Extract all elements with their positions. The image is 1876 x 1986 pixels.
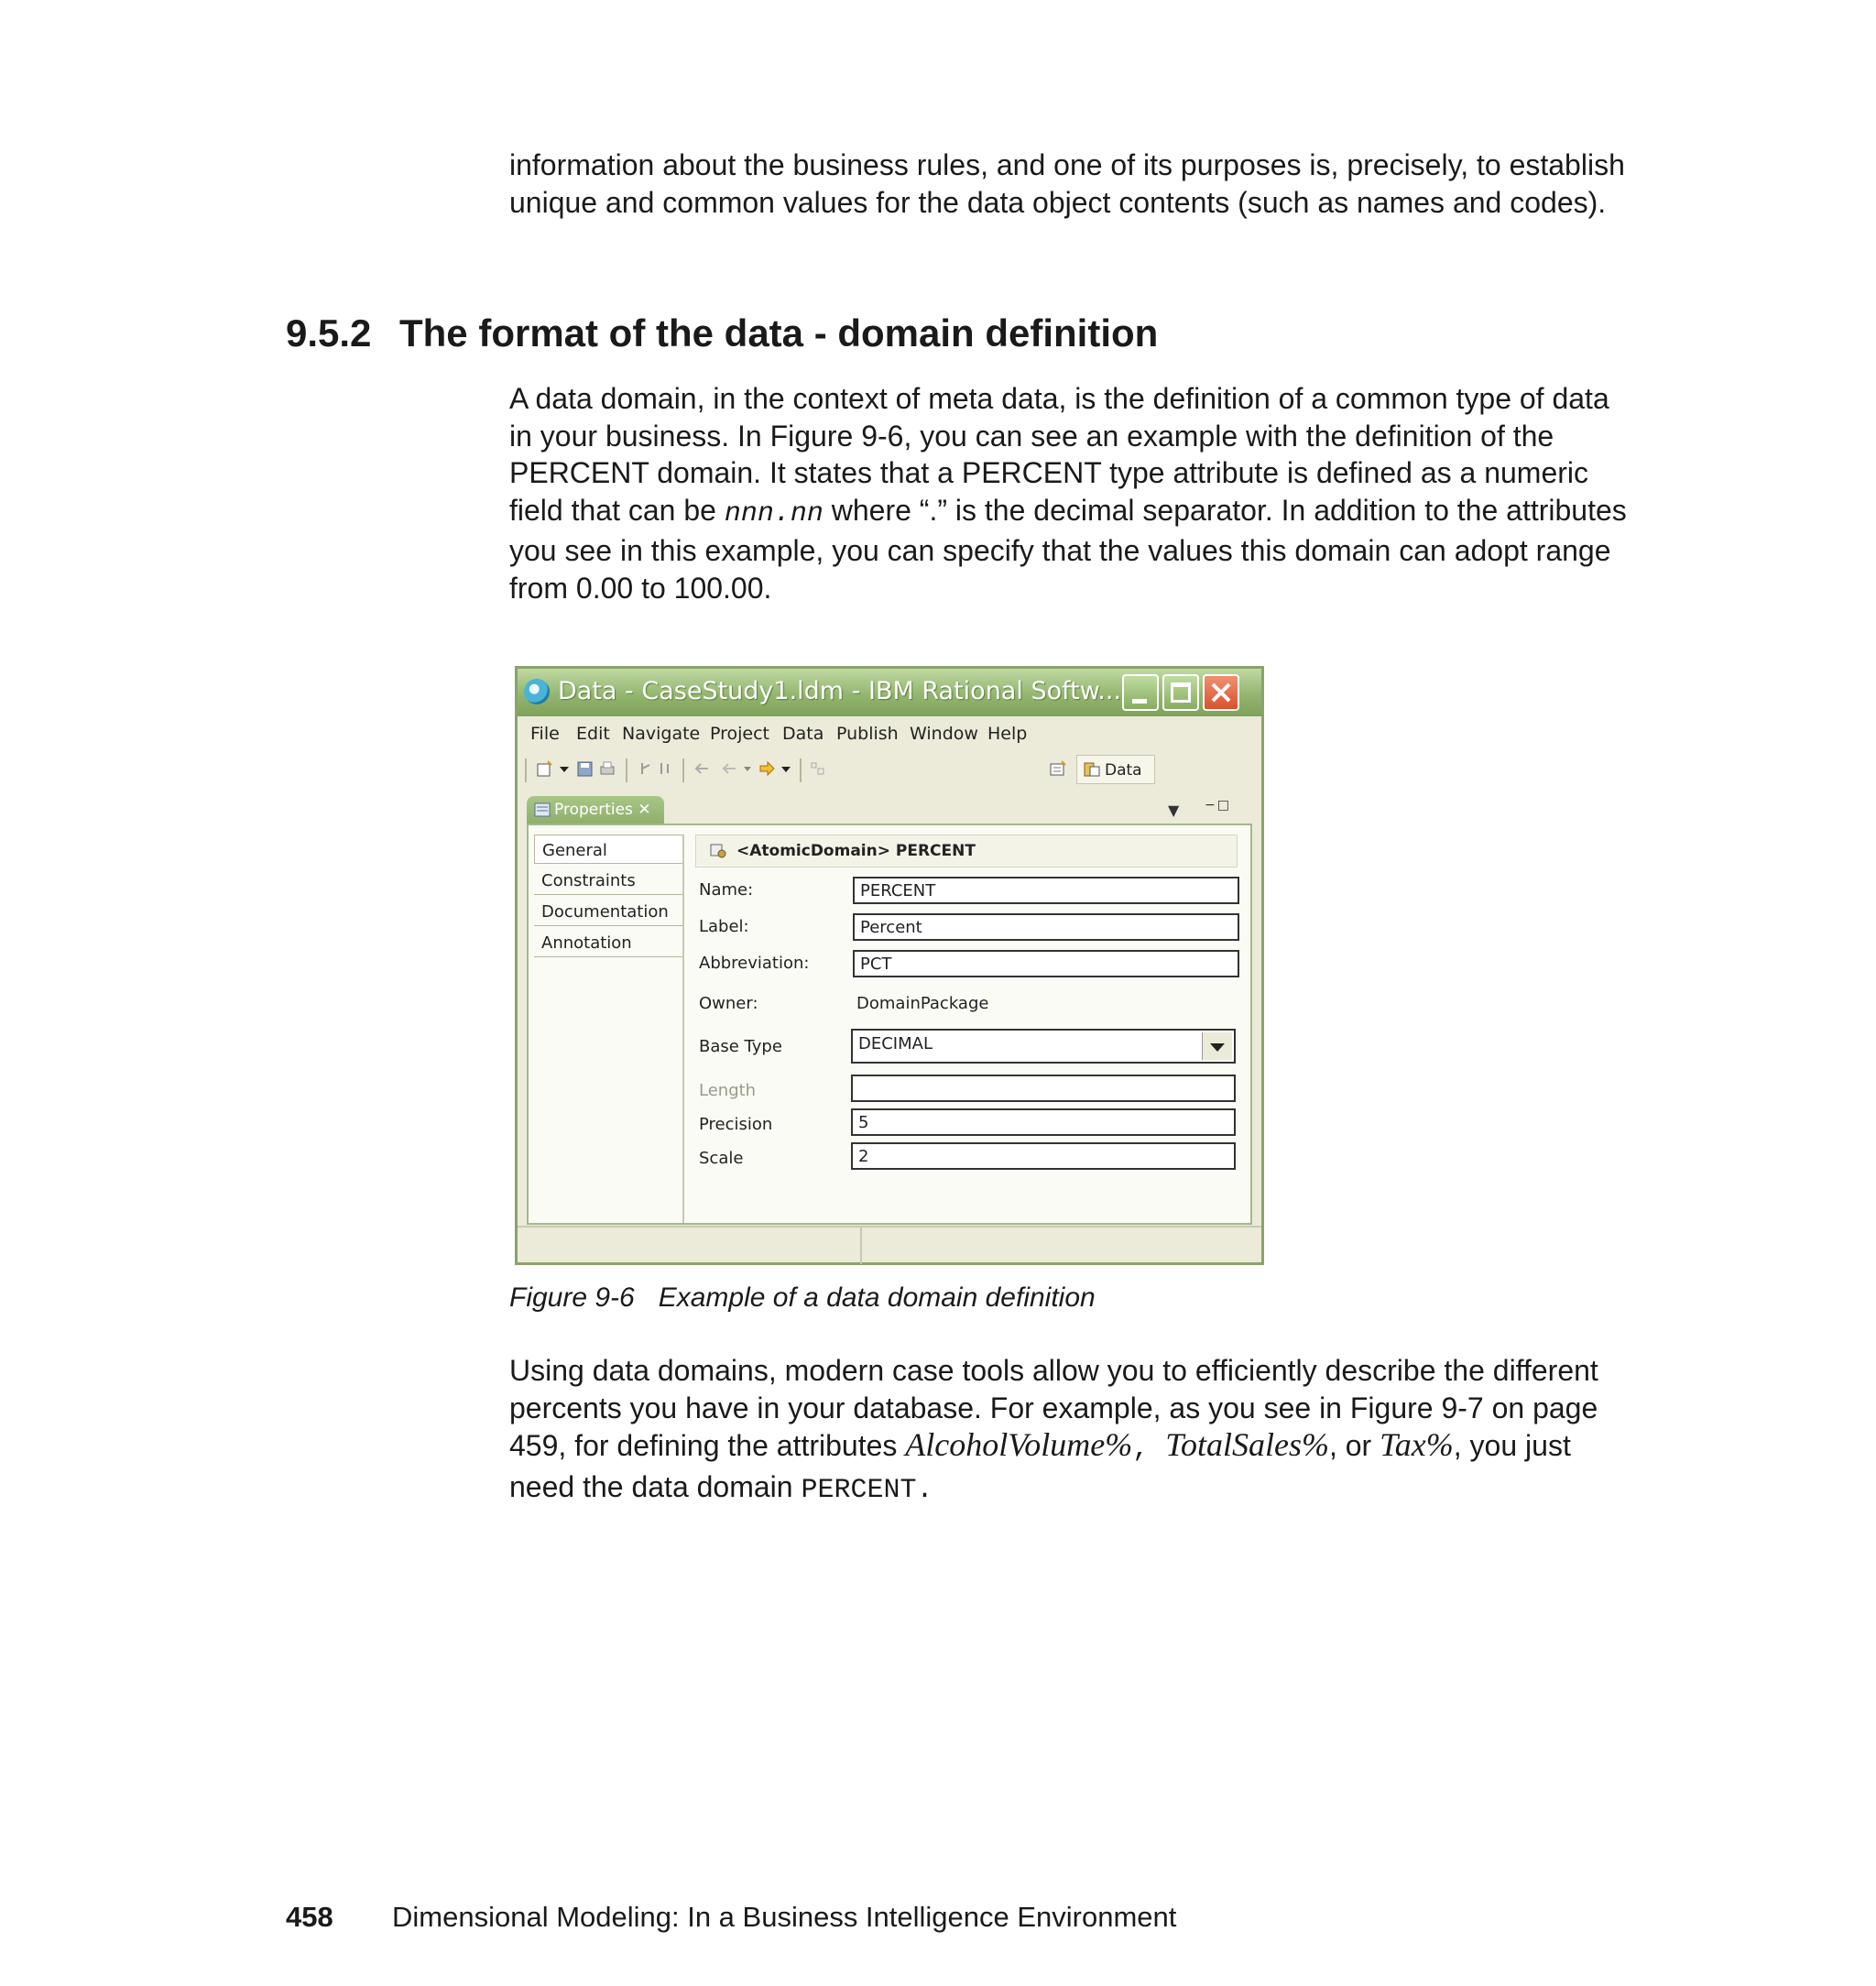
open-perspective-icon[interactable]: [1049, 760, 1067, 777]
data-perspective-icon: [1083, 761, 1101, 778]
menu-edit[interactable]: Edit: [576, 724, 610, 744]
status-divider: [860, 1228, 862, 1264]
atomic-domain-icon: [709, 843, 727, 859]
owner-label: Owner:: [699, 994, 758, 1013]
attr-separator-1: ,: [1132, 1434, 1166, 1465]
menu-data[interactable]: Data: [782, 724, 824, 744]
screenshot-window: [515, 666, 1264, 1265]
precision-label: Precision: [699, 1115, 773, 1134]
side-tab-constraints[interactable]: Constraints: [534, 866, 682, 895]
pin-editor-icon[interactable]: [809, 760, 827, 777]
page-number: 458: [286, 1901, 333, 1933]
intro-paragraph: information about the business rules, and one of its purposes is, precisely, to establish unique and common values for the data object contents (such as names and codes).: [509, 148, 1625, 219]
label-field[interactable]: Percent: [853, 913, 1239, 941]
window-titlebar[interactable]: [518, 669, 1261, 716]
print-icon[interactable]: [598, 760, 616, 777]
section-number: 9.5.2: [286, 311, 372, 355]
toolbar: [518, 751, 1261, 788]
section-heading: [286, 311, 1158, 355]
format-code: nnn.nn: [724, 497, 823, 529]
properties-panel: [527, 824, 1252, 1225]
label-label: Label:: [699, 917, 749, 936]
toolbar-separator: [626, 758, 627, 782]
back-icon[interactable]: [721, 760, 739, 777]
using-paragraph: [509, 1352, 1627, 1509]
app-icon: [524, 679, 550, 704]
menu-file[interactable]: File: [530, 724, 560, 744]
minimize-button[interactable]: [1122, 674, 1159, 711]
close-button[interactable]: [1203, 674, 1239, 711]
domain-paragraph: [509, 380, 1627, 606]
name-label: Name:: [699, 880, 754, 900]
domain-text-before: A data domain, in the context of meta data, is the definition of a common type of data in your business. In Figure 9-6, you can see an example with the definition of the PERCENT domain. It states that a PERCENT type attribute is defined as a numeric field that can be: [509, 382, 1609, 527]
using-text-2: , you just need the data domain: [509, 1429, 1571, 1503]
status-bar: [518, 1226, 1261, 1264]
properties-view: [527, 796, 1252, 1225]
attr-separator-2: , or: [1328, 1429, 1380, 1462]
attr-alcohol-volume: AlcoholVolume%: [905, 1426, 1133, 1463]
toolbar-separator: [800, 758, 802, 782]
base-type-label: Base Type: [699, 1037, 782, 1056]
figure-caption: [509, 1282, 1096, 1314]
menu-navigate[interactable]: Navigate: [622, 724, 701, 744]
debug-icon[interactable]: [637, 760, 655, 777]
abbreviation-label: Abbreviation:: [699, 954, 810, 973]
menu-publish[interactable]: Publish: [836, 724, 899, 744]
book-title: Dimensional Modeling: In a Business Intelligence Environment: [392, 1901, 1177, 1933]
toolbar-separator: [682, 758, 684, 782]
side-tabs: [529, 835, 684, 1223]
view-minmax-icons[interactable]: −□: [1205, 798, 1231, 813]
menu-bar: [518, 718, 1261, 751]
save-icon[interactable]: [576, 760, 594, 777]
menu-project[interactable]: Project: [710, 724, 770, 744]
using-text-1: Using data domains, modern case tools allow you to efficiently describe the different percents you have in your database. For example, as you see in Figure 9-7 on page 459, for defining the attributes: [509, 1354, 1598, 1462]
figure-number: Figure 9-6: [509, 1282, 635, 1313]
base-type-select[interactable]: [851, 1029, 1236, 1064]
length-field[interactable]: [851, 1075, 1236, 1102]
window-title: Data - CaseStudy1.ldm - IBM Rational Softw...: [558, 677, 1122, 705]
domain-code: PERCENT: [801, 1474, 917, 1506]
attr-total-sales: TotalSales%: [1165, 1426, 1329, 1463]
close-icon: [1210, 682, 1232, 704]
length-label: Length: [699, 1081, 757, 1100]
properties-tab-label: Properties: [554, 801, 633, 819]
page-footer: [286, 1901, 1176, 1934]
new-dropdown-icon[interactable]: [556, 760, 574, 777]
properties-header: [695, 835, 1238, 868]
last-edit-icon[interactable]: [693, 760, 712, 777]
owner-value: DomainPackage: [856, 994, 989, 1013]
scale-field[interactable]: 2: [851, 1142, 1236, 1170]
run-icon[interactable]: [657, 760, 675, 777]
using-end: .: [916, 1474, 933, 1506]
chevron-down-icon[interactable]: [1202, 1032, 1232, 1060]
abbreviation-field[interactable]: PCT: [853, 950, 1239, 977]
forward-icon[interactable]: [758, 760, 776, 777]
forward-dropdown-icon[interactable]: [778, 760, 796, 777]
properties-icon: [534, 802, 551, 817]
domain-text-after: where “.” is the decimal separator. In addition to the attributes you see in this example, you can specify that the values this domain can adopt range from 0.00 to 100.00.: [509, 493, 1627, 605]
attr-tax: Tax%: [1380, 1426, 1454, 1463]
view-menu-icon[interactable]: ▼: [1168, 802, 1180, 819]
figure-caption-text: Example of a data domain definition: [658, 1282, 1096, 1313]
properties-tab[interactable]: [527, 796, 664, 824]
data-perspective-label: Data: [1105, 761, 1142, 780]
side-tab-general[interactable]: General: [534, 835, 682, 864]
maximize-button[interactable]: [1162, 674, 1199, 711]
base-type-value: DECIMAL: [858, 1034, 933, 1053]
scale-label: Scale: [699, 1149, 744, 1168]
menu-help[interactable]: Help: [987, 724, 1028, 744]
name-field[interactable]: PERCENT: [853, 877, 1239, 904]
back-dropdown-icon[interactable]: [739, 760, 758, 777]
toolbar-separator: [525, 758, 527, 782]
new-icon[interactable]: [536, 760, 554, 777]
close-tab-icon[interactable]: ✕: [638, 801, 651, 819]
menu-window[interactable]: Window: [910, 724, 978, 744]
side-tab-annotation[interactable]: Annotation: [534, 928, 682, 957]
data-perspective-button[interactable]: [1076, 755, 1155, 784]
properties-header-text: <AtomicDomain> PERCENT: [736, 842, 976, 860]
section-title: The format of the data - domain definition: [399, 311, 1159, 355]
precision-field[interactable]: 5: [851, 1108, 1236, 1136]
side-tab-documentation[interactable]: Documentation: [534, 897, 682, 926]
